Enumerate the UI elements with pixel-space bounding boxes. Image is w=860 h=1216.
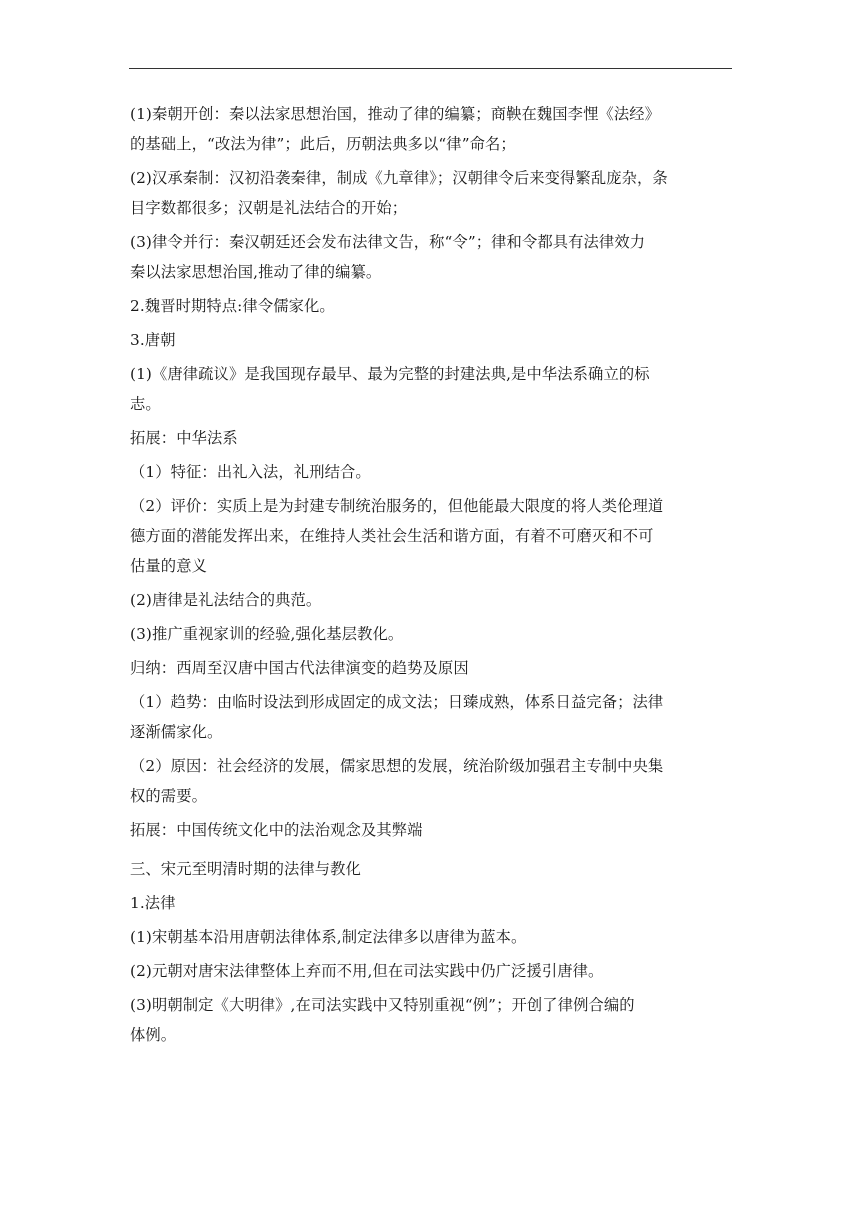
text-line: 3.唐朝 [130,331,176,349]
text-line: （2）原因：社会经济的发展，儒家思想的发展，统治阶级加强君主专制中央集 [130,757,664,775]
document-body [130,103,732,1046]
text-line: 的基础上，“改法为律”；此后，历朝法典多以“律”命名； [130,135,516,153]
text-line: (2)唐律是礼法结合的典范。 [130,591,322,609]
text-line: 逐渐儒家化。 [130,723,223,741]
text-line: 德方面的潜能发挥出来，在维持人类社会生活和谐方面，有着不可磨灭和不可 [130,527,654,545]
text-line: (3)推广重视家训的经验,强化基层教化。 [130,625,404,643]
text-line: 体例。 [130,1026,177,1044]
text-line: （1）趋势：由临时设法到形成固定的成文法；日臻成熟，体系日益完备；法律 [130,693,664,711]
text-line: 估量的意义 [130,557,207,575]
text-line: (1)秦朝开创：秦以法家思想治国，推动了律的编纂；商鞅在魏国李悝《法经》 [130,105,661,123]
text-line: (3)律令并行：秦汉朝廷还会发布法律文告，称“令”；律和令都具有法律效力 [130,233,646,251]
text-line: 2.魏晋时期特点:律令儒家化。 [130,297,335,315]
text-line: (1)《唐律疏议》是我国现存最早、最为完整的封建法典,是中华法系确立的标 [130,365,650,383]
text-line: (1)宋朝基本沿用唐朝法律体系,制定法律多以唐律为蓝本。 [130,928,527,946]
text-line: (2)元朝对唐宋法律整体上弃而不用,但在司法实践中仍广泛援引唐律。 [130,962,604,980]
text-line: （2）评价：实质上是为封建专制统治服务的，但他能最大限度的将人类伦理道 [130,497,664,515]
text-line: 志。 [130,395,161,413]
text-line: 拓展：中华法系 [130,429,238,447]
text-line: 目字数都很多；汉朝是礼法结合的开始； [130,199,408,217]
text-line: 权的需要。 [130,787,207,805]
text-line: 归纳：西周至汉唐中国古代法律演变的趋势及原因 [130,659,469,677]
text-line: 拓展：中国传统文化中的法治观念及其弊端 [130,821,423,839]
text-line: 秦以法家思想治国,推动了律的编纂。 [130,263,382,281]
text-line: (2)汉承秦制：汉初沿袭秦律，制成《九章律》；汉朝律令后来变得繁乱庞杂，条 [130,169,668,187]
header-rule [129,68,732,69]
section-heading: 三、宋元至明清时期的法律与教化 [130,860,361,878]
text-line: (3)明朝制定《大明律》,在司法实践中又特别重视“例”；开创了律例合编的 [130,996,635,1014]
text-line: 1.法律 [130,894,176,912]
text-line: （1）特征：出礼入法，礼刑结合。 [130,463,371,481]
